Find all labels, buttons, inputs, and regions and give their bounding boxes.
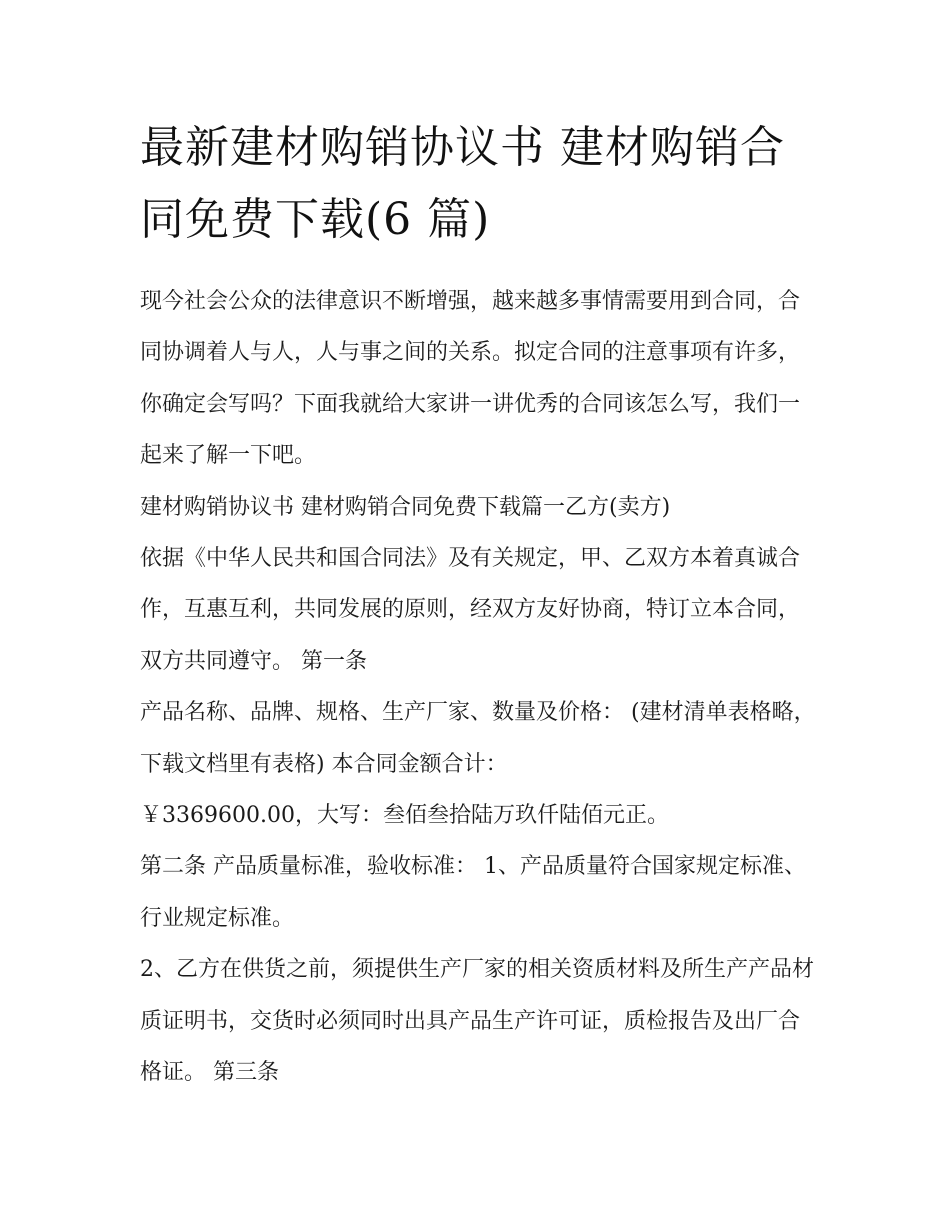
- article-one-paragraph: 产品名称、品牌、规格、生产厂家、数量及价格： (建材清单表格略，下载文档里有表格) 本合同金额合计：: [140, 700, 816, 777]
- document-body: [140, 112, 820, 1099]
- article-two-paragraph: 第二条 产品质量标准，验收标准： 1、产品质量符合国家规定标准、行业规定标准。: [140, 854, 806, 931]
- intro-paragraph: 现今社会公众的法律意识不断增强，越来越多事情需要用到合同，合同协调着人与人，人与事之间的关系。拟定合同的注意事项有许多，你确定会写吗？下面我就给大家讲一讲优秀的合同该怎么写，我们一起来了解一下吧。: [140, 289, 801, 469]
- article-two-item-two-paragraph: 2、乙方在供货之前，须提供生产厂家的相关资质材料及所生产产品材质证明书，交货时必须同时出具产品生产许可证，质检报告及出厂合格证。 第三条: [140, 957, 814, 1086]
- document-title: 最新建材购销协议书 建材购销合同免费下载(6 篇): [140, 122, 785, 245]
- section-heading-paragraph: 建材购销协议书 建材购销合同免费下载篇一乙方(卖方): [140, 494, 671, 520]
- total-amount-paragraph: ￥3369600.00，大写：叁佰叁拾陆万玖仟陆佰元正。: [140, 803, 669, 829]
- preamble-paragraph: 依据《中华人民共和国合同法》及有关规定，甲、乙双方本着真诚合作，互惠互利，共同发展的原则，经双方友好协商，特订立本合同，双方共同遵守。 第一条: [140, 546, 801, 674]
